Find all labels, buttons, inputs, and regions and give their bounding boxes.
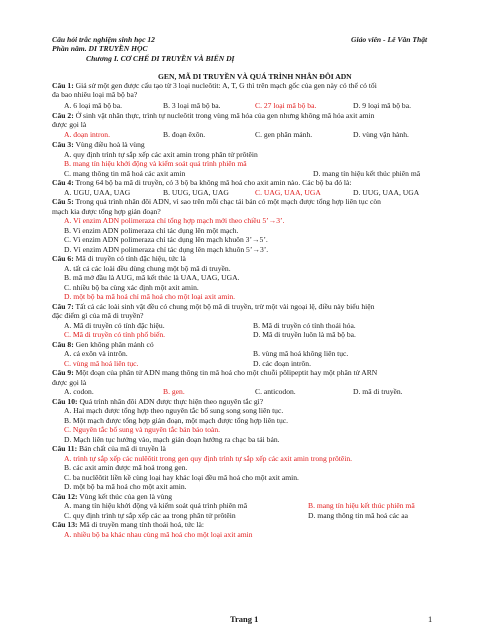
question-10: Câu 10: Quá trình nhân đôi ADN được thực hiện theo nguyên tắc gì? — [52, 397, 264, 406]
q8-option-d: D. các đoạn intrôn. — [253, 359, 311, 368]
q12-option-a: A. mang tín hiệu khởi động và kiểm soát quá trình phiên mã — [64, 501, 248, 510]
q6-option-a: A. tất cả các loài đều dùng chung một bộ mã di truyền. — [64, 264, 231, 273]
q5-option-b: B. Vì enzim ADN polimeraza chỉ tác dụng lên một mạch. — [64, 226, 239, 235]
question-3: Câu 3: Vùng điều hoà là vùng — [52, 140, 145, 149]
q9-option-c: C. anticodon. — [255, 387, 296, 396]
q9-option-b-answer: B. gen. — [163, 387, 185, 396]
q7-option-b: B. Mã di truyền có tính thoái hóa. — [253, 321, 356, 330]
section-title: GEN, MÃ DI TRUYỀN VÀ QUÁ TRÌNH NHÂN ĐÔI ADN — [158, 72, 352, 81]
q10-option-b: B. Một mạch được tổng hợp gián đoạn, một mạch được tổng hợp liên tục. — [64, 416, 289, 425]
question-2-cont: được gọi là — [52, 120, 87, 129]
question-4: Câu 4: Trong 64 bộ ba mã di truyền, có 3 bộ ba không mã hoá cho axit amin nào. Các bộ ba đó là: — [52, 178, 352, 187]
question-13: Câu 13: Mã di truyền mang tính thoái hoá, tức là: — [52, 520, 204, 529]
q10-option-d: D. Mạch liên tục hướng vào, mạch gián đoạn hướng ra chạc ba tái bản. — [64, 435, 280, 444]
chapter-title: Chương I. CƠ CHẾ DI TRUYỀN VÀ BIẾN DỊ — [86, 54, 235, 63]
q3-option-a: A. quy định trình tự sắp xếp các axit amin trong phân tử prôtêin — [64, 150, 258, 159]
q5-option-d: D. Vì enzim ADN polimeraza chỉ tác dụng lên mạch khuôn 5’→3’. — [64, 245, 269, 254]
header-right: Giáo viên - Lê Văn Thật — [351, 35, 428, 44]
q2-option-d: D. vùng vận hành. — [353, 130, 409, 139]
q2-option-a-answer: A. đoạn intron. — [64, 130, 110, 139]
q7-option-c-answer: C. Mã di truyền có tính phổ biến. — [64, 330, 166, 339]
footer-page-label: Trang 1 — [230, 614, 259, 624]
q3-option-c: C. mang thông tin mã hoá các axit amin — [64, 169, 186, 178]
question-5: Câu 5: Trong quá trình nhân đôi ADN, vì sao trên mỗi chạc tái bản có một mạch được tổng hợp liên tục còn — [52, 197, 381, 206]
q3-option-b-answer: B. mang tín hiệu khởi động và kiểm soát quá trình phiên mã — [64, 159, 247, 168]
question-5-cont: mạch kia được tổng hợp gián đoạn? — [52, 207, 161, 216]
q1-option-a: A. 6 loại mã bộ ba. — [64, 101, 122, 110]
question-7: Câu 7: Tất cả các loài sinh vật đều có chung một bộ mã di truyền, trừ một vài ngoại lệ, điều này biểu hiện — [52, 302, 375, 311]
question-8: Câu 8: Gen không phân mảnh có — [52, 340, 154, 349]
q1-option-d: D. 9 loại mã bộ ba. — [353, 101, 411, 110]
q9-option-a: A. codon. — [64, 387, 94, 396]
q11-option-a-answer: A. trình tự sắp xếp các nulêôtit trong gen quy định trình tự sắp xếp các axit amin trong prôtêin. — [64, 454, 353, 463]
question-2: Câu 2: Ở sinh vật nhân thực, trình tự nucleôtit trong vùng mã hóa của gen nhưng không mã hóa axit amin — [52, 111, 375, 120]
q7-option-a: A. Mã di truyền có tính đặc hiệu. — [64, 321, 165, 330]
question-9: Câu 9: Một đoạn của phân tử ADN mang thông tin mã hoá cho một chuỗi pôlipeptit hay một phân tử ARN — [52, 368, 378, 377]
q1-option-c-answer: C. 27 loại mã bộ ba. — [255, 101, 317, 110]
q6-option-d-answer: D. một bộ ba mã hoá chỉ mã hoá cho một loại axit amin. — [64, 292, 236, 301]
q4-option-c-answer: C. UAG, UAA, UGA — [255, 188, 321, 197]
q2-option-c: C. gen phân mảnh. — [255, 130, 313, 139]
q12-option-b-answer: B. mang tín hiệu kết thúc phiên mã — [308, 501, 415, 510]
q5-option-a-answer: A. Vì enzim ADN polimeraza chỉ tổng hợp mạch mới theo chiều 5’→3’. — [64, 216, 285, 225]
q9-option-d: D. mã di truyền. — [353, 387, 403, 396]
q11-option-c: C. ba nuclêôtit liền kề cùng loại hay khác loại đều mã hoá cho một axit amin. — [64, 473, 299, 482]
header-left: Câu hỏi trắc nghiệm sinh học 12 — [52, 35, 155, 44]
q6-option-c: C. nhiều bộ ba cùng xác định một axit amin. — [64, 283, 199, 292]
q10-option-c-answer: C. Nguyên tắc bổ sung và nguyên tắc bán bảo toàn. — [64, 425, 221, 434]
question-1: Câu 1: Giả sử một gen được cấu tạo từ 3 loại nucleôtit: A, T, G thì trên mạch gốc của gen này có thể có tối — [52, 81, 377, 90]
q4-option-b: B. UUG, UGA, UAG — [163, 188, 229, 197]
q12-option-d: D. mang thông tin mã hoá các aa — [308, 511, 408, 520]
q13-option-a-answer: A. nhiều bộ ba khác nhau cùng mã hoá cho một loại axit amin — [64, 530, 253, 539]
q6-option-b: B. mã mở đầu là AUG, mã kết thúc là UAA, UAG, UGA. — [64, 273, 240, 282]
q12-option-c: C. quy định trình tự sắp xếp các aa trong phân tử prôtêin — [64, 511, 236, 520]
q7-option-d: D. Mã di truyền luôn là mã bộ ba. — [253, 330, 356, 339]
q3-option-d: D. mang tín hiệu kết thúc phiên mã — [313, 169, 421, 178]
q8-option-a: A. cả exôn và intrôn. — [64, 349, 128, 358]
q2-option-b: B. đoạn êxôn. — [163, 130, 206, 139]
question-12: Câu 12: Vùng kết thúc của gen là vùng — [52, 492, 173, 501]
q5-option-c: C. Vì enzim ADN polimeraza chỉ tác dụng lên mạch khuôn 3’→5’. — [64, 235, 268, 244]
q10-option-a: A. Hai mạch được tổng hợp theo nguyên tắc bổ sung song song liên tục. — [64, 406, 284, 415]
question-7-cont: đặc điểm gì của mã di truyền? — [52, 311, 144, 320]
q11-option-b: B. các axit amin được mã hoá trong gen. — [64, 463, 188, 472]
question-11: Câu 11: Bản chất của mã di truyền là — [52, 444, 166, 453]
footer-page-number: 1 — [428, 614, 433, 624]
q4-option-d: D. UUG, UAA, UGA — [353, 188, 420, 197]
part-title: Phần năm. DI TRUYỀN HỌC — [52, 44, 148, 53]
q8-option-c-answer: C. vùng mã hoá liên tục. — [64, 359, 139, 368]
q4-option-a: A. UGU, UAA, UAG — [64, 188, 131, 197]
q8-option-b: B. vùng mã hoá không liên tục. — [253, 349, 349, 358]
q11-option-d: D. một bộ ba mã hoá cho một axit amin. — [64, 482, 187, 491]
q1-option-b: B. 3 loại mã bộ ba. — [163, 101, 221, 110]
question-6: Câu 6: Mã di truyền có tính đặc hiệu, tức là — [52, 254, 186, 263]
question-1-cont: đa bao nhiêu loại mã bộ ba? — [52, 90, 138, 99]
question-9-cont: được gọi là — [52, 378, 87, 387]
